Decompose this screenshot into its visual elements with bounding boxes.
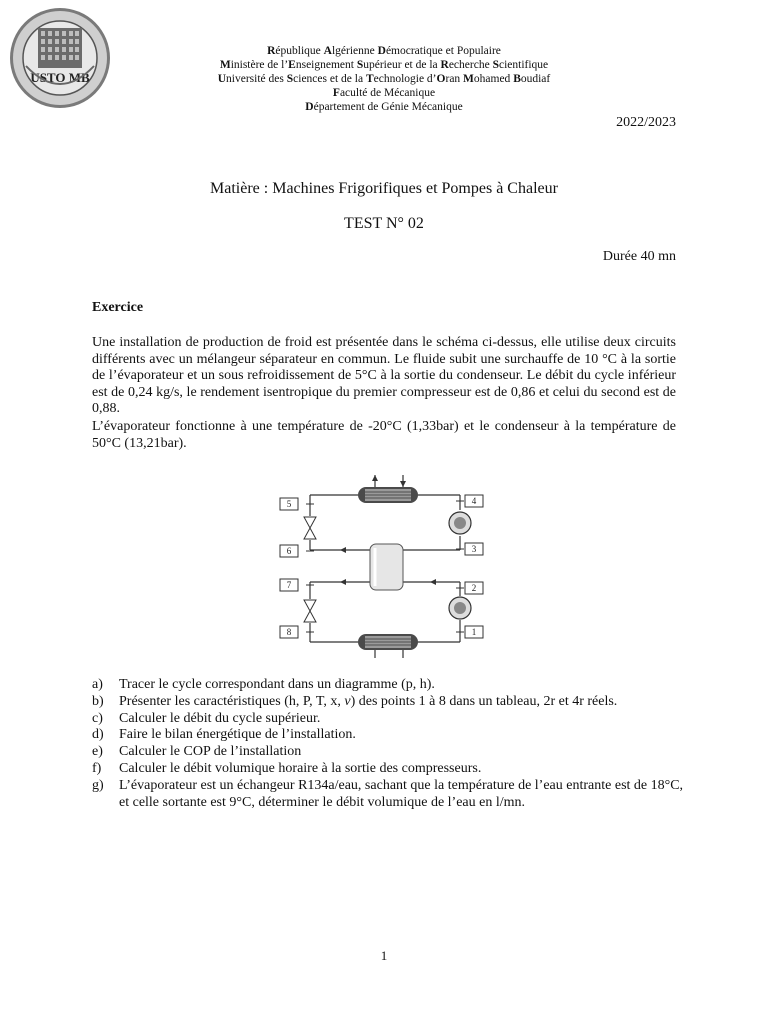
header-line: Ministère de l’Enseignement Supérieur et de la Recherche Scientifique bbox=[219, 59, 549, 71]
exercise-paragraph: Une installation de production de froid est présentée dans le schéma ci-dessus, elle utilise deux circuits différents avec un mélangeur séparateur en commun. Le fluide subit une surchauffe de 10 °C à la sortie de l’évaporateur et un sous refroidissement de 5°C à la sortie du condenseur. Le débit du cycle inférieur est de 0,24 kg/s, le rendement isentropique du premier compresseur est de 0,86 et celui du second est de 0,88. bbox=[92, 335, 676, 417]
header-line: Université des Sciences et de la Technologie d’Oran Mohamed Boudiaf bbox=[217, 73, 551, 85]
point-label-4: 4 bbox=[471, 496, 477, 506]
header-line: Faculté de Mécanique bbox=[332, 87, 436, 99]
duration: Durée 40 mn bbox=[602, 249, 676, 264]
point-label-7: 7 bbox=[286, 580, 292, 590]
refrigeration-schematic bbox=[270, 470, 500, 660]
svg-text:USTO MB: USTO MB bbox=[30, 70, 90, 85]
compressor-low bbox=[449, 597, 471, 619]
point-label-3: 3 bbox=[471, 544, 477, 554]
point-label-5: 5 bbox=[286, 499, 292, 509]
exercise-title: Exercice bbox=[92, 300, 144, 315]
point-label-1: 1 bbox=[471, 627, 477, 637]
question-item: g) L’évaporateur est un échangeur R134a/eau, sachant que la température de l’eau entrante est de 18°C, et celle sortante est 9°C, déterminer le débit volumique de l’eau en l/mn. bbox=[92, 777, 684, 810]
question-item: b) Présenter les caractéristiques (h, P, T, x, v) des points 1 à 8 dans un tableau, 2r et 4r réels. bbox=[92, 693, 618, 709]
question-list bbox=[92, 677, 692, 811]
expansion-valve-low bbox=[304, 600, 316, 622]
test-title: TEST N° 02 bbox=[344, 215, 424, 232]
point-label-8: 8 bbox=[286, 627, 292, 637]
question-item: e) Calculer le COP de l’installation bbox=[92, 744, 302, 760]
question-item: d) Faire le bilan énergétique de l’installation. bbox=[92, 727, 356, 743]
point-label-2: 2 bbox=[471, 583, 477, 593]
evaporator bbox=[358, 634, 418, 650]
question-item: f) Calculer le débit volumique horaire à la sortie des compresseurs. bbox=[92, 760, 482, 776]
point-label-6: 6 bbox=[286, 546, 292, 556]
question-item: a) Tracer le cycle correspondant dans un diagramme (p, h). bbox=[92, 677, 435, 692]
header-line: République Algérienne Démocratique et Populaire bbox=[267, 45, 501, 57]
mixer-separator bbox=[370, 544, 403, 590]
question-item: c) Calculer le débit du cycle supérieur. bbox=[92, 710, 321, 726]
compressor-high bbox=[449, 512, 471, 534]
subject-title: Matière : Machines Frigorifiques et Pompes à Chaleur bbox=[210, 180, 558, 197]
header-line: Département de Génie Mécanique bbox=[305, 101, 463, 113]
institution-header bbox=[0, 44, 768, 114]
page-number: 1 bbox=[380, 948, 388, 963]
expansion-valve-high bbox=[304, 517, 316, 539]
academic-year: 2022/2023 bbox=[616, 115, 676, 130]
condenser bbox=[358, 487, 418, 503]
exercise-paragraph: L’évaporateur fonctionne à une température de -20°C (1,33bar) et le condenseur à la température de 50°C (13,21bar). bbox=[92, 419, 676, 451]
